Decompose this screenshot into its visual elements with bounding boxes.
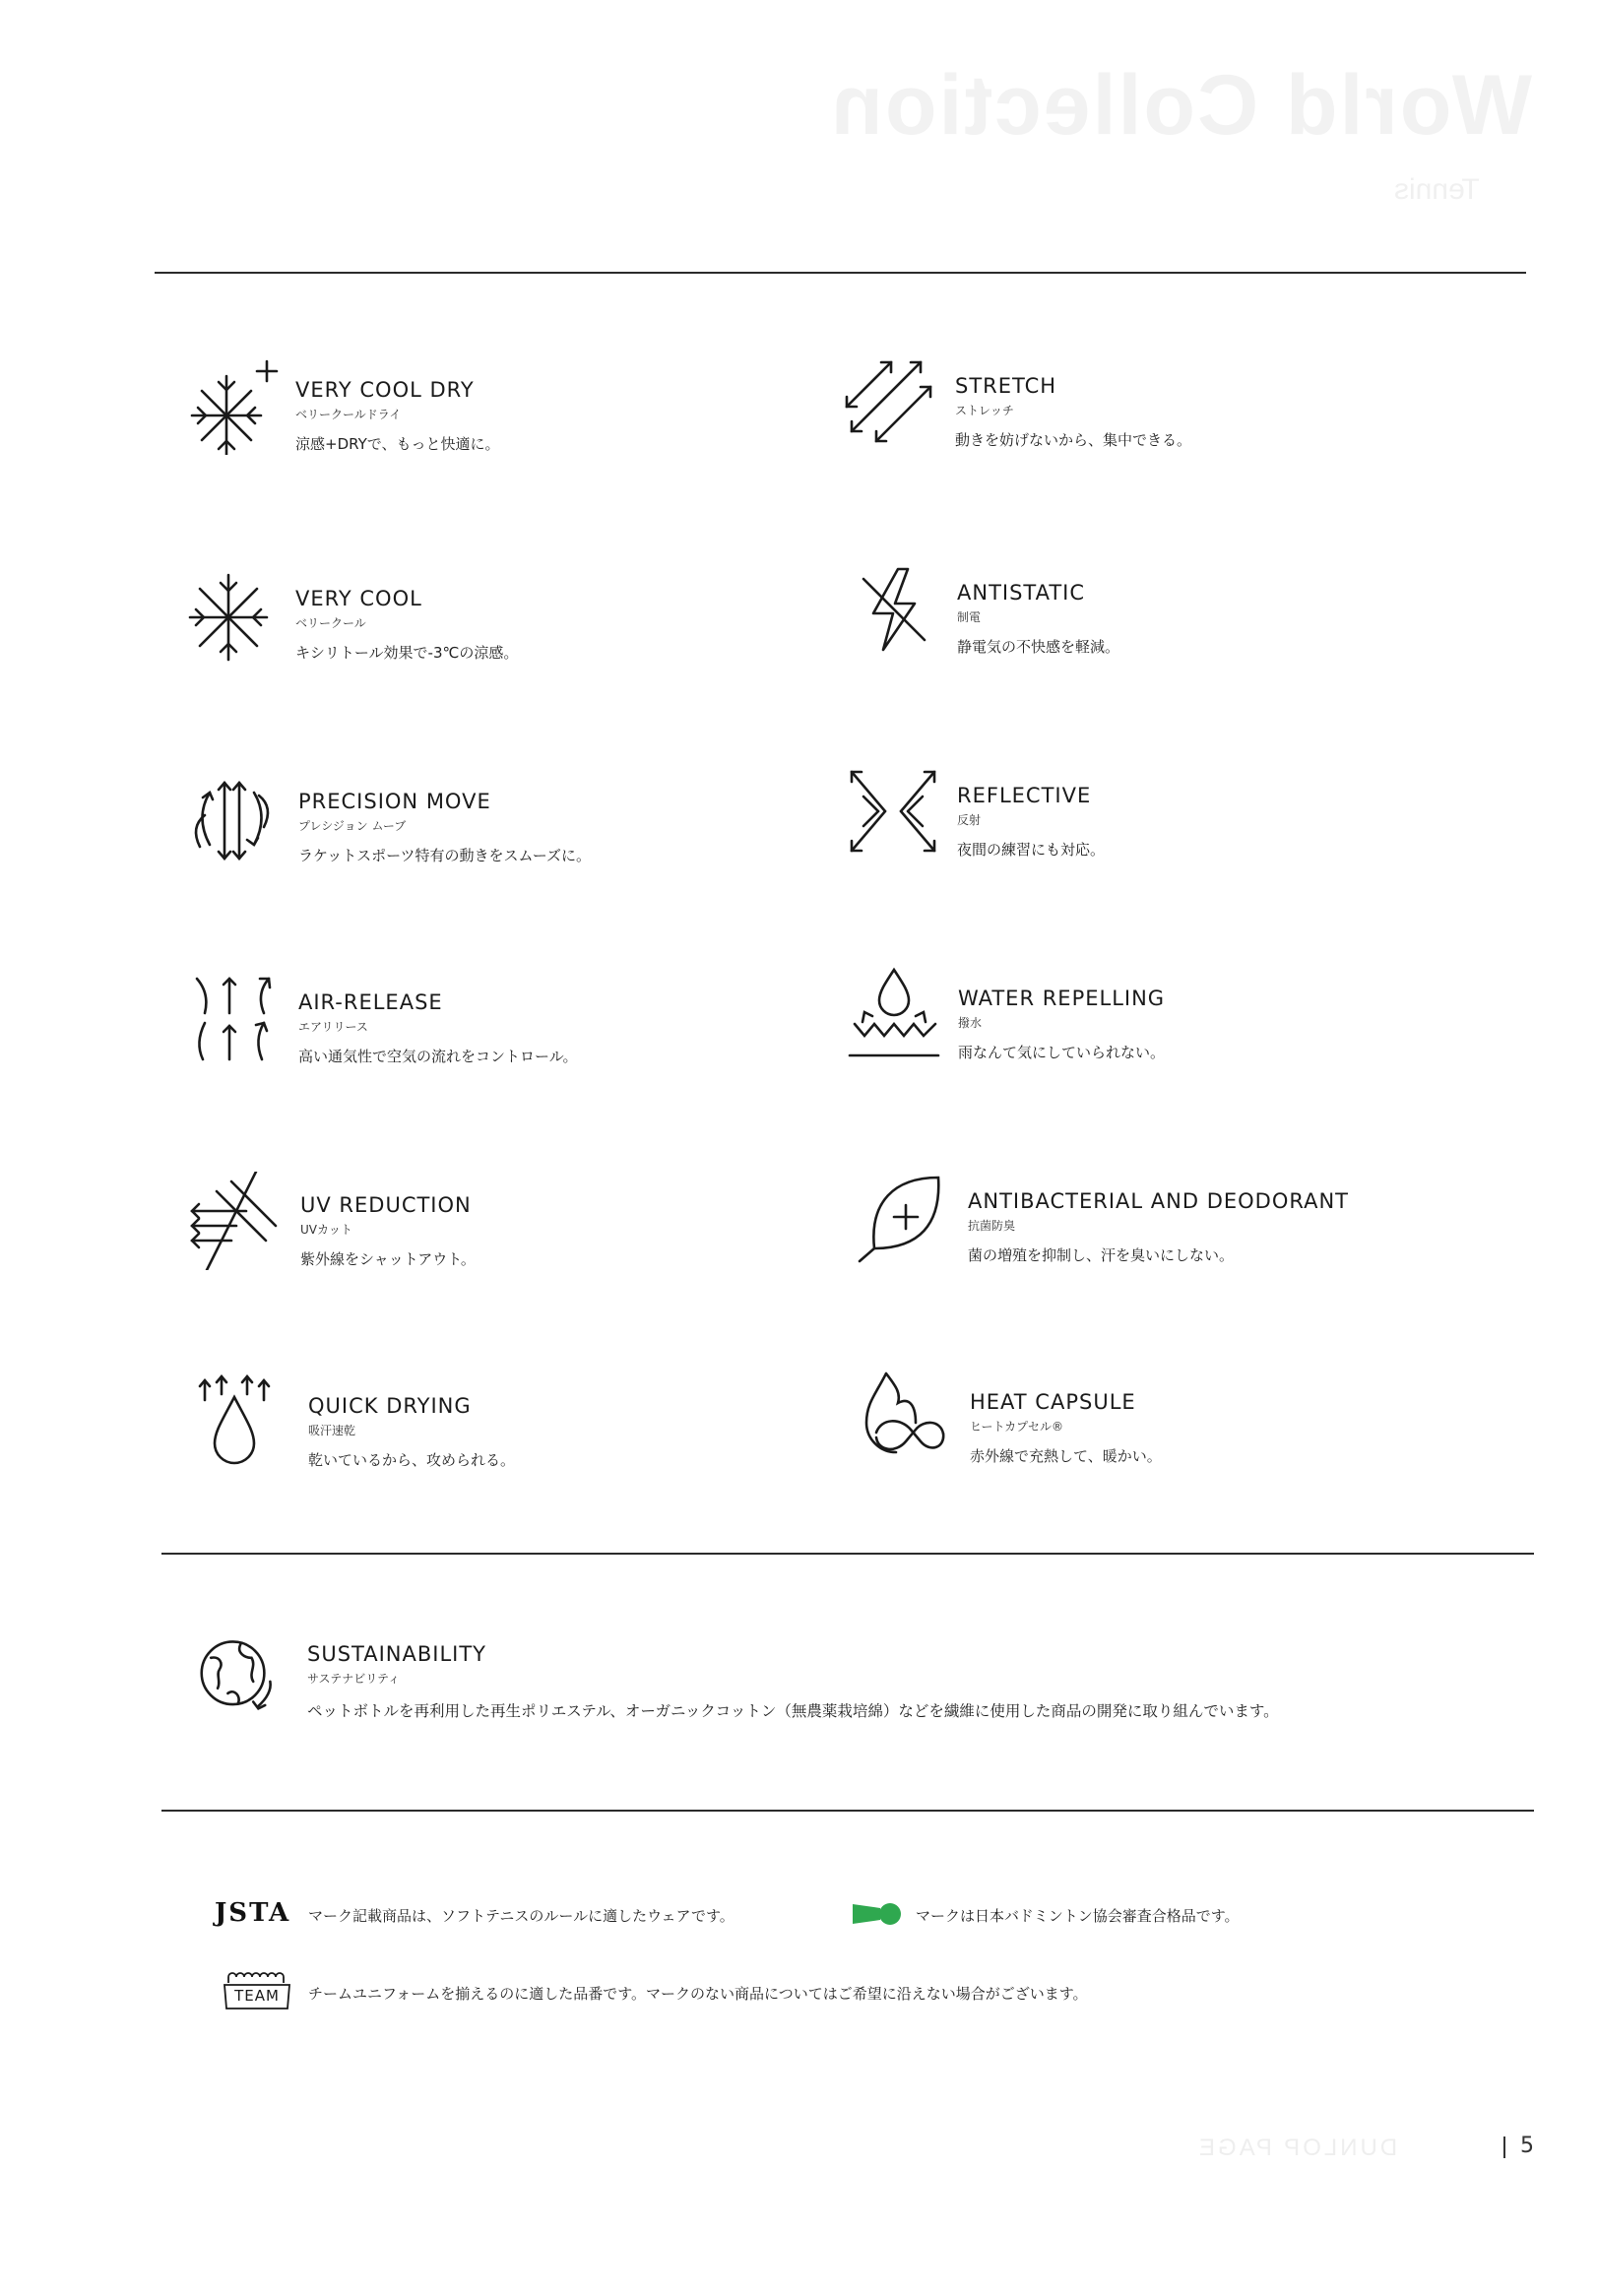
curved-arrows-icon xyxy=(185,768,284,866)
leaf-plus-icon xyxy=(855,1168,953,1266)
feature-kana: 反射 xyxy=(957,813,982,827)
background-subtitle: Tennis xyxy=(1394,173,1480,206)
feature-name: VERY COOL DRY xyxy=(295,378,475,402)
feature-description: ペットボトルを再利用した再生ポリエステル、オーガニックコットン（無農薬栽培綿）などを繊維に使用した商品の開発に取り組んでいます。 xyxy=(307,1702,1279,1720)
top-divider xyxy=(155,272,1526,274)
flame-cycle-icon xyxy=(857,1369,955,1467)
feature-kana: 吸汗速乾 xyxy=(308,1424,356,1437)
feature-description: 涼感+DRYで、もっと快適に。 xyxy=(295,435,500,453)
reflect-arrows-icon xyxy=(844,762,942,861)
feature-kana: サステナビリティ xyxy=(307,1672,401,1686)
background-title: World Collection xyxy=(829,58,1532,153)
page-number: 5 xyxy=(1520,2134,1534,2158)
snowflake-plus-icon xyxy=(182,356,281,455)
feature-description: ラケットスポーツ特有の動きをスムーズに。 xyxy=(298,847,592,864)
feature-description: 紫外線をシャットアウト。 xyxy=(300,1250,476,1268)
badminton-note: マークは日本バドミントン協会審査合格品です。 xyxy=(916,1907,1240,1925)
feature-name: VERY COOL xyxy=(295,587,422,610)
feature-name: STRETCH xyxy=(955,374,1057,398)
badminton-mark-icon xyxy=(853,1902,902,1926)
uv-block-icon xyxy=(187,1172,286,1270)
feature-name: SUSTAINABILITY xyxy=(307,1642,487,1666)
feature-name: AIR-RELEASE xyxy=(298,990,443,1014)
globe-icon xyxy=(194,1632,279,1717)
stretch-arrows-icon xyxy=(842,352,940,451)
team-mark-label: TEAM xyxy=(234,1987,280,2005)
bottom-divider xyxy=(161,1810,1534,1812)
drop-arrows-icon xyxy=(195,1372,293,1471)
feature-kana: プレシジョン ムーブ xyxy=(298,819,407,833)
jsta-note: マーク記載商品は、ソフトテニスのルールに適したウェアです。 xyxy=(308,1907,735,1925)
feature-name: REFLECTIVE xyxy=(957,784,1092,807)
feature-kana: エアリリース xyxy=(298,1020,368,1034)
feature-kana: ベリークール xyxy=(295,616,366,630)
snowflake-icon xyxy=(182,565,281,664)
feature-kana: 制電 xyxy=(957,610,982,624)
background-footer-text: DUNLOP PAGE xyxy=(1196,2135,1398,2161)
air-arrows-icon xyxy=(185,969,284,1067)
feature-kana: 抗菌防臭 xyxy=(968,1219,1016,1233)
feature-description: キシリトール効果で-3℃の涼感。 xyxy=(295,644,519,662)
feature-kana: UVカット xyxy=(300,1223,352,1237)
feature-description: 菌の増殖を抑制し、汗を臭いにしない。 xyxy=(968,1246,1235,1264)
feature-name: HEAT CAPSULE xyxy=(970,1390,1136,1414)
page-number-bar xyxy=(1503,2137,1505,2158)
water-drop-repel-icon xyxy=(845,965,943,1063)
feature-description: 赤外線で充熱して、暖かい。 xyxy=(970,1447,1162,1465)
feature-name: PRECISION MOVE xyxy=(298,790,491,813)
team-note: チームユニフォームを揃えるのに適した品番です。マークのない商品についてはご希望に沿えない場合がございます。 xyxy=(308,1985,1088,2003)
team-mark-icon xyxy=(223,1969,291,2012)
feature-name: QUICK DRYING xyxy=(308,1394,472,1418)
feature-name: WATER REPELLING xyxy=(958,987,1166,1010)
feature-kana: ストレッチ xyxy=(955,404,1014,417)
feature-name: ANTISTATIC xyxy=(957,581,1086,605)
jsta-logo: JSTA xyxy=(215,1898,291,1928)
feature-description: 動きを妨げないから、集中できる。 xyxy=(955,431,1192,449)
lightning-cross-icon xyxy=(844,559,942,658)
feature-kana: ヒートカプセル® xyxy=(970,1420,1064,1434)
middle-divider xyxy=(161,1553,1534,1555)
feature-description: 静電気の不快感を軽減。 xyxy=(957,638,1120,656)
feature-name: UV REDUCTION xyxy=(300,1193,472,1217)
feature-kana: ベリークールドライ xyxy=(295,408,402,421)
feature-kana: 撥水 xyxy=(958,1016,983,1030)
feature-description: 夜間の練習にも対応。 xyxy=(957,841,1106,859)
feature-description: 乾いているから、攻められる。 xyxy=(308,1451,516,1469)
feature-name: ANTIBACTERIAL AND DEODORANT xyxy=(968,1189,1350,1213)
feature-description: 高い通気性で空気の流れをコントロール。 xyxy=(298,1048,578,1065)
feature-description: 雨なんて気にしていられない。 xyxy=(958,1044,1166,1061)
